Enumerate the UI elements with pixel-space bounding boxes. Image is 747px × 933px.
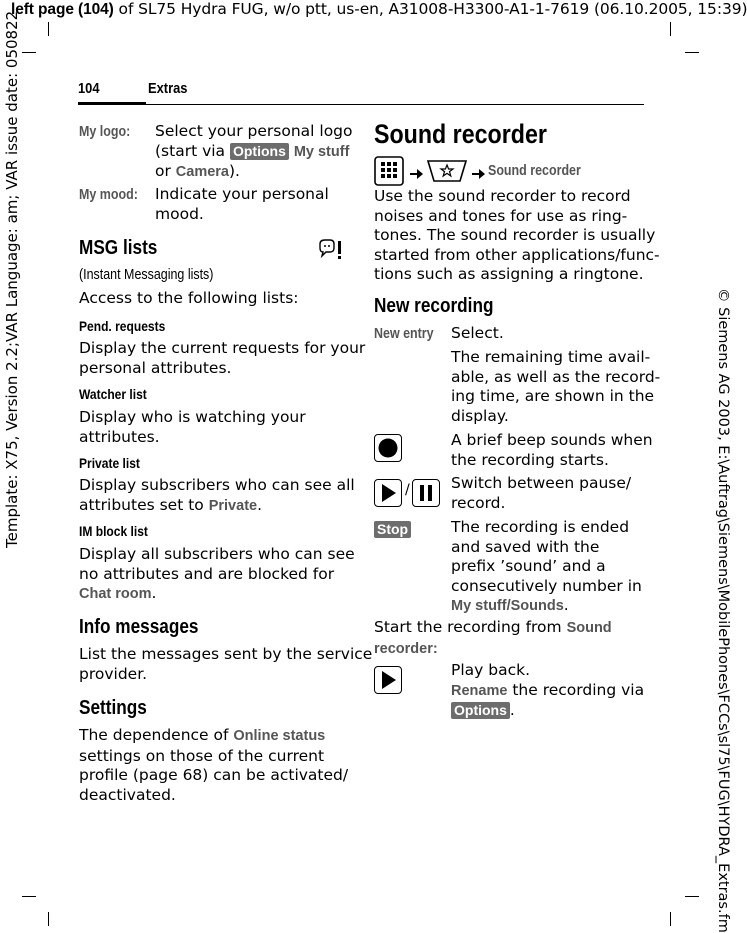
text-line: The remaining time avail-	[451, 348, 651, 366]
remaining-time-text	[451, 348, 660, 426]
text-run: ).	[229, 162, 240, 180]
private-list-heading: Private list	[79, 455, 140, 471]
text-line: the recording starts.	[451, 450, 609, 469]
text-run: or	[155, 162, 176, 180]
text-line: tions such as assigning a ringtone.	[374, 265, 644, 283]
pause-key-icon	[412, 479, 440, 507]
text-line: Switch between pause/	[451, 474, 632, 492]
new-recording-heading: New recording	[374, 295, 494, 317]
crop-mark	[670, 22, 671, 36]
my-logo-label: My logo:	[79, 124, 131, 140]
text-line: noises and tones for use as ring-	[374, 206, 628, 225]
text-line: settings on those of the current	[79, 746, 325, 765]
crop-mark	[22, 52, 36, 53]
private-list-text	[79, 476, 355, 516]
text-run: attributes set to	[79, 495, 209, 514]
text-line: personal attributes.	[79, 358, 232, 377]
im-status-icon	[316, 238, 344, 266]
text-run: .	[257, 495, 263, 514]
crop-mark	[685, 52, 699, 53]
info-messages-heading: Info messages	[79, 616, 199, 638]
text-line: Indicate your personal	[155, 185, 329, 203]
private-ref: Private	[208, 497, 258, 514]
page-number: 104	[78, 80, 100, 97]
text-line	[451, 596, 642, 617]
sound-ref: Sound	[566, 620, 612, 636]
section-title: Extras	[148, 80, 188, 97]
header-rule-accent	[78, 102, 146, 105]
text-line: Play back.	[451, 661, 531, 679]
text-line	[374, 639, 612, 660]
pend-requests-text	[79, 339, 365, 378]
text-line: ing time, are shown in the	[451, 387, 655, 405]
sound-recorder-title: Sound recorder	[374, 119, 547, 149]
text-line	[79, 496, 355, 517]
crop-mark	[48, 912, 49, 926]
text-line: started from other applications/func-	[374, 245, 660, 264]
arrow-right-icon	[410, 165, 424, 184]
play-key-icon	[374, 479, 402, 507]
text-run: Start the recording from	[374, 618, 567, 636]
print-header	[11, 0, 747, 19]
text-line: prefix ’sound’ and a	[451, 557, 606, 575]
separator-slash: /	[405, 482, 410, 498]
online-status-ref: Online status	[233, 728, 326, 744]
crop-mark	[22, 896, 36, 897]
text-line	[155, 162, 353, 183]
text-line: provider.	[79, 664, 148, 683]
options-softkey: Options	[230, 143, 289, 160]
my-mood-label: My mood:	[79, 187, 138, 203]
crop-mark	[48, 22, 49, 36]
text-line: record.	[451, 493, 506, 512]
settings-heading: Settings	[79, 697, 147, 719]
play-back-text	[451, 661, 644, 721]
my-stuff-sounds-ref: My stuff/Sounds	[451, 598, 564, 614]
new-entry-label: New entry	[374, 326, 434, 342]
msg-lists-subtitle: (Instant Messaging lists)	[79, 267, 214, 283]
extras-menu-icon	[426, 158, 468, 188]
text-run: The dependence of	[79, 726, 234, 744]
options-softkey: Options	[451, 702, 510, 719]
text-line: able, as well as the record-	[451, 367, 661, 386]
text-line	[451, 681, 644, 702]
text-line: deactivated.	[79, 785, 176, 804]
start-recording-text	[374, 618, 612, 659]
chat-room-ref: Chat room	[79, 586, 152, 602]
sound-recorder-intro	[374, 187, 660, 285]
text-line	[79, 584, 355, 605]
stop-softkey	[374, 519, 411, 538]
text-line: mood.	[155, 204, 204, 223]
msg-lists-intro: Access to the following lists:	[79, 289, 299, 307]
side-copyright: © Siemens AG 2003, E:\Auftrag\Siemens\MobilePhones\FCCs\sl75\FUG\HYDRA_Extras.fm	[715, 288, 731, 933]
recorder-ref: recorder:	[374, 640, 438, 657]
im-block-list-heading: IM block list	[79, 523, 148, 539]
text-run: (start via	[155, 141, 230, 160]
text-line	[374, 618, 612, 639]
text-line: attributes.	[79, 427, 160, 446]
my-mood-text	[155, 185, 329, 224]
text-line: List the messages sent by the service	[79, 645, 373, 663]
settings-text	[79, 726, 348, 805]
record-key-icon	[374, 434, 402, 462]
stop-softkey-label: Stop	[374, 521, 411, 538]
text-line: Select your personal logo	[155, 122, 353, 140]
text-line: The recording is ended	[451, 518, 630, 536]
header-rule	[78, 104, 644, 105]
pend-requests-heading: Pend. requests	[79, 318, 166, 334]
my-logo-text	[155, 122, 353, 183]
text-line: profile (page 68) can be activated/	[79, 766, 349, 784]
text-line: consecutively number in	[451, 576, 642, 595]
text-line: Display the current requests for your	[79, 339, 366, 357]
text-line	[451, 701, 644, 721]
text-line: Display all subscribers who can see	[79, 545, 355, 563]
crop-mark	[670, 912, 671, 926]
side-template-info: Template: X75, Version 2.2;VAR Language: am; VAR issue date: 050822	[3, 10, 21, 548]
text-line: Use the sound recorder to record	[374, 187, 631, 205]
text-run: .	[509, 701, 515, 719]
new-entry-text: Select.	[451, 324, 504, 342]
im-block-list-text	[79, 545, 355, 605]
text-line: A brief beep sounds when	[451, 431, 653, 449]
msg-lists-heading: MSG lists	[79, 237, 158, 259]
print-header-rest: of SL75 Hydra FUG, w/o ptt, us-en, A31008-H3300-A1-1-7619 (06.10.2005, 15:39)	[113, 0, 747, 18]
text-line: display.	[451, 406, 509, 425]
text-line: Display subscribers who can see all	[79, 476, 355, 494]
stop-text	[451, 518, 642, 617]
text-line: no attributes and are blocked for	[79, 564, 335, 583]
print-header-bold: left page (104)	[11, 1, 114, 18]
play-key-icon	[374, 666, 402, 694]
text-run: the recording via	[507, 680, 645, 699]
text-line: and saved with the	[451, 537, 600, 556]
text-run: .	[151, 584, 157, 602]
my-stuff-ref: My stuff	[293, 143, 350, 160]
crop-mark	[685, 896, 699, 897]
text-line	[155, 142, 353, 163]
text-run: .	[563, 596, 569, 614]
menu-key-icon	[374, 156, 404, 186]
beep-text	[451, 431, 653, 470]
arrow-right-icon	[472, 165, 486, 184]
pause-record-text	[451, 474, 631, 513]
watcher-list-heading: Watcher list	[79, 386, 147, 402]
text-line: Display who is watching your	[79, 408, 306, 426]
menu-path-sound-recorder: Sound recorder	[488, 163, 581, 179]
text-line: tones. The sound recorder is usually	[374, 226, 656, 244]
rename-ref: Rename	[451, 682, 508, 699]
text-line	[79, 726, 348, 747]
info-messages-text	[79, 645, 372, 684]
watcher-list-text	[79, 408, 306, 447]
camera-ref: Camera	[175, 164, 229, 180]
